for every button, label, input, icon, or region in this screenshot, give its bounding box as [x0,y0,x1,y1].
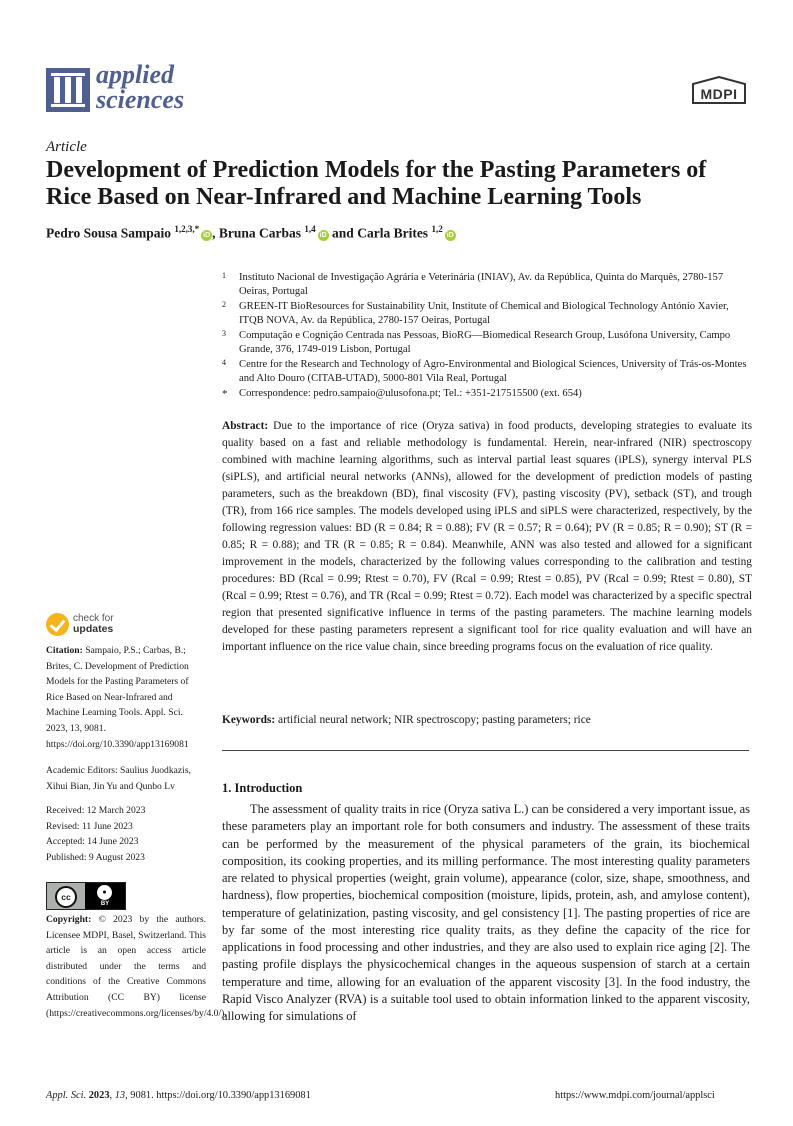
journal-logo-icon [46,68,90,112]
copyright-block [46,912,227,1021]
affiliation-item [222,358,752,386]
person-icon: ● [97,885,112,900]
affiliation-text: GREEN-IT BioResources for Sustainability Unit, Institute of Chemical and Biological Technology António Xavier, ITQB NOVA, Av. da República, 2780-157 Oeiras, Portugal [239,301,729,327]
keywords [222,714,752,726]
author-name: Carla Brites [357,225,429,241]
affiliation-item [222,271,752,299]
check-updates-line2: updates [73,623,114,635]
logo-band [51,73,85,76]
logo-column [54,77,60,103]
introduction-body [222,801,750,1025]
citation-label: Citation: [46,645,83,656]
footer-citation: Appl. Sci. 2023, 13, 9081. https://doi.org/10.3390/app13169081 [46,1090,311,1101]
mdpi-logo-icon [691,76,747,106]
author-affiliation-sup: 1,2 [431,224,443,234]
footer-year: 2023 [88,1090,110,1101]
author-name: Bruna Carbas [218,225,302,241]
abstract [222,418,752,656]
divider [222,750,749,751]
copyright-text: © 2023 by the authors. Licensee MDPI, Basel, Switzerland. This article is an open access article distributed under the terms and conditions of the Creative Commons Attribution (CC BY) license (https://creativecommons.org/licenses/by/4.0/). [46,914,227,1019]
author-separator: and [328,225,358,241]
author-affiliation-sup: 1,2,3,* [174,224,200,234]
affiliation-number: 2 [222,300,226,309]
logo-column [76,77,82,103]
keywords-label: Keywords: [222,714,276,726]
affiliation-item [222,387,752,401]
check-updates-line1: check for [73,613,114,624]
keywords-text: artificial neural network; NIR spectroscopy; pasting parameters; rice [278,714,591,726]
cc-left-panel [47,883,85,909]
received-date: Received: 12 March 2023 [46,805,146,816]
citation-text: Sampaio, P.S.; Carbas, B.; Brites, C. Development of Prediction Models for the Pasting Parameters of Rice Based on Near-Infrared and Machine Learning Tools. Appl. Sci. 2023, 13, 9081. https://doi.org/10.3390/app13169081 [46,645,189,750]
affiliation-number: 4 [222,358,226,367]
article-title: Development of Prediction Models for the Pasting Parameters of Rice Based on Near-Infrared and Machine Learning Tools [46,157,707,210]
abstract-label: Abstract: [222,420,269,432]
affiliation-text: Computação e Cognição Centrada nas Pessoas, BioRG—Biomedical Research Group, Lusófona University, Campo Grande, 376, 1749-019 Lisbon, Portugal [239,330,731,356]
affiliation-text: Centre for the Research and Technology of Agro-Environmental and Biological Sciences, University of Trás-os-Montes and Alto Douro (CITAB-UTAD), 5000-801 Vila Real, Portugal [239,359,747,385]
footer-journal-url[interactable]: https://www.mdpi.com/journal/applsci [555,1090,715,1101]
check-icon [46,613,69,636]
journal-name [96,62,184,112]
author-affiliation-sup: 1,4 [304,224,316,234]
orcid-icon[interactable]: iD [319,231,327,239]
journal-name-line2: sciences [96,85,185,114]
revised-date: Revised: 11 June 2023 [46,820,133,832]
section-heading: 1. Introduction [222,781,303,795]
footer-doi[interactable]: , 9081. https://doi.org/10.3390/app13169081 [125,1090,311,1101]
correspondence-text: Correspondence: pedro.sampaio@ulusofona.pt; Tel.: +351-217515500 (ext. 654) [239,388,582,399]
author-list [46,224,456,242]
mdpi-logo-text: MDPI [700,86,738,102]
cc-circle: cc [55,886,77,908]
journal-name-line1: applied [96,60,174,89]
academic-editors: Academic Editors: Saulius Juodkazis, Xihui Bian, Jin Yu and Qunbo Lv [46,765,191,792]
footer-journal: Appl. Sci. [46,1090,87,1101]
affiliation-number: 3 [222,329,226,338]
copyright-label: Copyright: [46,914,92,925]
author-name: Pedro Sousa Sampaio [46,225,172,241]
check-for-updates-button[interactable] [46,613,166,639]
published-date: Published: 9 August 2023 [46,851,145,863]
affiliation-text: Instituto Nacional de Investigação Agrária e Veterinária (INIAV), Av. da República, Quinta do Marquês, 2780-157 Oeiras, Portugal [239,272,724,298]
author-separator: , [212,225,219,241]
cc-by-license-icon[interactable] [46,882,126,910]
cc-by-label: BY [100,901,110,907]
introduction-paragraph: The assessment of quality traits in rice (Oryza sativa L.) can be considered a very important issue, as these parameters play an important role for both consumers and industry. The assessment of these traits can be performed by the measurement of the physical parameters of the grain, its biochemical composition, its cooking properties, and its milling performance. The most interesting quality parameters are related to physical properties (weight, grain volume), appearance (color, size, shape, smoothness, and hardness), flow properties, biochemical composition (moisture, lipids, protein, ash, and amylose content), temperature of gelatinization, pasting viscosity, and gel consistency [1]. The pasting properties of rice are by far some of the most interesting rice quality traits, as they define the capacity of the rice for applications in food processing and other industries, and they are also used to explain rice aging [2]. The pasting profile displays the physicochemical changes in the aqueous suspension of starch at a certain temperature and time, allowing for an evaluation of the apparent viscosity [3]. In the food industry, the Rapid Visco Analyzer (RVA) is a suitable tool used to obtain information linked to the apparent viscosity, allowing for simulations of [222,802,750,1023]
footer-volume: 13 [114,1090,126,1101]
orcid-icon[interactable]: iD [446,231,454,239]
affiliation-item [222,329,752,357]
accepted-date: Accepted: 14 June 2023 [46,836,139,848]
abstract-text: Due to the importance of rice (Oryza sativa) in food products, developing strategies to evaluate its quality based on a fast and reliable methodology is fundamental. Herein, near-infrared (NIR) spectroscopy combined with machine learning algorithms, such as interval partial least squares (iPLS), synergy interval PLS (siPLS), and artificial neural networks (ANNs), allowed for the development of prediction models of pasting parameters, such as the breakdown (BD), final viscosity (FV), pasting viscosity (PV), setback (ST), and trough (TR), from 166 rice samples. The models developed using iPLS and siPLS were characterized, respectively, by the following regression values: BD (R = 0.84; R = 0.88); FV (R = 0.57; R = 0.64); PV (R = 0.85; R = 0.90); ST (R = 0.85; R = 0.88); and TR (R = 0.85; R = 0.84). Meanwhile, ANN was also tested and allowed for a significant improvement in the models, characterized by the following values corresponding to the calibration and testing procedures: BD (Rcal = 0.99; Rtest = 0.70), FV (Rcal = 0.99; Rtest = 0.85), PV (Rcal = 0.99; Rtest = 0.80), ST (Rcal = 0.99; Rtest = 0.76), and TR (Rcal = 0.99; Rtest = 0.72). Each model was characterized by a specific spectral region that presented significative influence in terms of the pasting parameters. The machine learning models developed for these pasting parameters represent a significant tool for rice quality evaluation and will have an important influence on the rice value chain, since breeding programs focus on the evaluation of rice quality. [222,420,753,653]
orcid-icon[interactable]: iD [203,231,211,239]
affiliation-number: 1 [222,271,226,280]
logo-column [65,77,71,103]
affiliation-item [222,300,752,328]
article-type: Article [46,139,87,155]
dates-block [46,803,206,865]
logo-band [51,104,85,107]
affiliation-number: * [222,388,228,400]
citation-block [46,643,206,752]
